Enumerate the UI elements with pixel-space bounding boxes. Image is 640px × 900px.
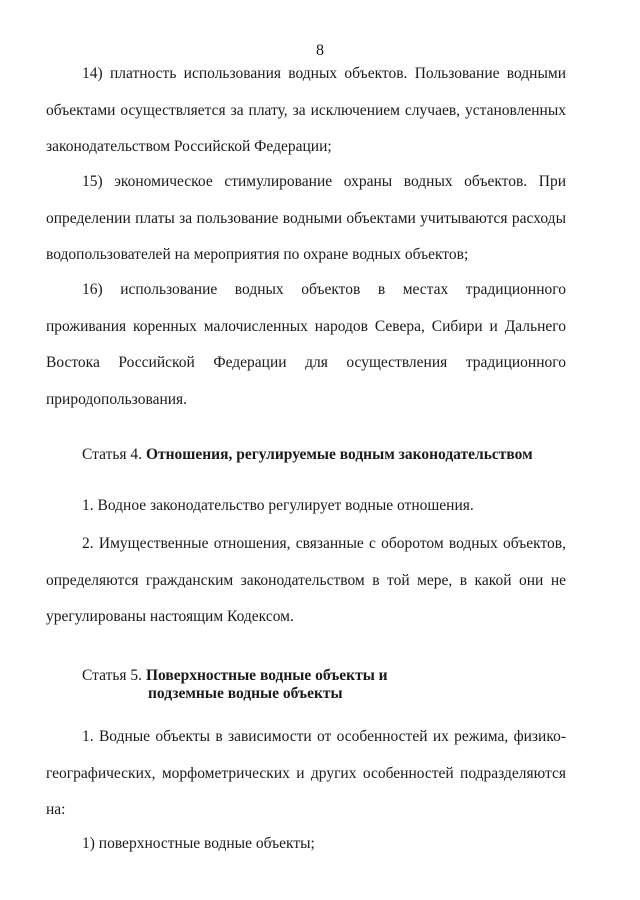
article-4-title: Отношения, регулируемые водным законодательством [145, 446, 533, 463]
article-5-label: Статья 5. [82, 667, 146, 684]
page-number: 8 [316, 42, 324, 59]
item-14: 14) платность использования водных объектов. Пользование водными объектами осуществляется за плату, за исключением случаев, установленных законодательством Российской Федерации; [46, 65, 566, 155]
article-5-paragraph-1: 1. Водные объекты в зависимости от особенностей их режима, физико-географических, морфометрических и других особенностей подразделяются на: [46, 728, 566, 818]
article-4-paragraph-2: 2. Имущественные отношения, связанные с оборотом водных объектов, определяются гражданским законодательством в той мере, в какой они не урегулированы настоящим Кодексом. [46, 535, 566, 625]
article-4-heading [82, 446, 582, 464]
article-4-label: Статья 4. [82, 446, 146, 463]
article-5-title-line-2: подземные водные объекты [148, 685, 343, 702]
article-4-paragraph-1: 1. Водное законодательство регулирует водные отношения. [82, 497, 474, 514]
article-5-item-1: 1) поверхностные водные объекты; [82, 835, 315, 852]
article-5-title-line-1: Поверхностные водные объекты и [145, 667, 388, 684]
article-5-heading [82, 667, 582, 703]
item-15: 15) экономическое стимулирование охраны водных объектов. При определении платы за пользование водными объектами учитываются расходы водопользователей на мероприятия по охране водных объектов; [46, 173, 566, 263]
item-16: 16) использование водных объектов в местах традиционного проживания коренных малочисленных народов Севера, Сибири и Дальнего Востока Российской Федерации для осуществления традиционного природопользования. [46, 281, 566, 408]
